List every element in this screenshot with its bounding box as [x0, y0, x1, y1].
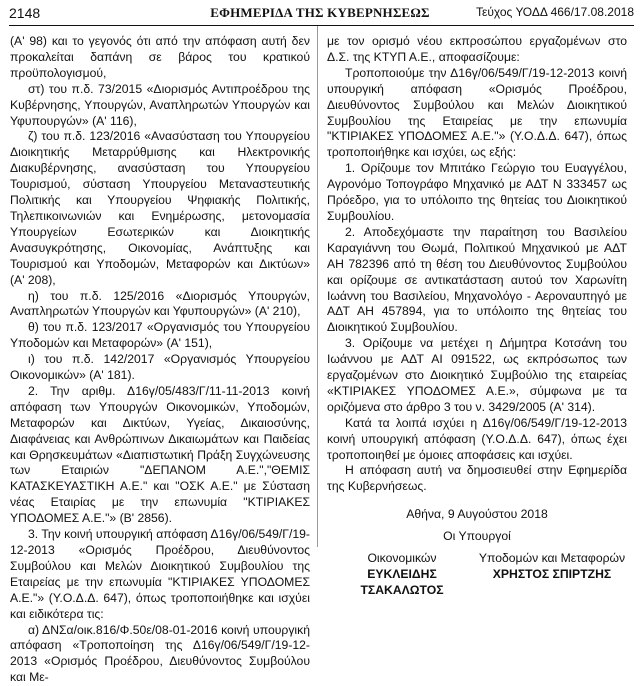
paragraph: θ) του π.δ. 123/2017 «Οργανισμός του Υπουργείου Υποδομών και Μεταφορών» (Α' 151),	[10, 320, 310, 351]
paragraph: με τον ορισμό νέου εκπροσώπου εργαζομένων στο Δ.Σ. της ΚΤΥΠ Α.Ε., αποφασίζουμε:	[327, 34, 627, 64]
ministry-infrastructure: Υποδομών και Μεταφορών	[478, 551, 626, 566]
paragraph: 3. Ορίζουμε να μετέχει η Δήμητρα Κοτσάνη του Ιωάννου με ΑΔΤ ΑΙ 091522, ως εκπρόσωπος των εργαζομένων στο Διοικητικό Συμβούλιο της εταιρείας «ΚΤΙΡΙΑΚΕΣ ΥΠΟΔΟΜΕΣ Α.Ε.», σύμφωνα με τα οριζόμενα στο άρθρο 3 του ν. 3429/2005 (Α' 314).	[327, 336, 627, 414]
right-column	[327, 34, 627, 599]
paragraph: 2. Την αριθμ. Δ16γ/05/483/Γ/11-11-2013 κοινή απόφαση των Υπουργών Οικονομικών, Υποδομών, Μεταφορών και Δικτύων, Υγείας, Δικαιοσύνης, Διαφάνειας και Ανθρώπινων Δικαιωμάτων και Παιδείας και Θρησκευμάτων «Διαπιστωτική Πράξη Συγχώνευσης των Εταιριών "ΔΕΠΑΝΟΜ Α.Ε.","ΘΕΜΙΣ ΚΑΤΑΣΚΕΥΑΣΤΙΚΗ Α.Ε." και "ΟΣΚ Α.Ε." με Σύσταση νέας Εταιρίας με την επωνυμία "ΚΤΙΡΙΑΚΕΣ ΥΠΟΔΟΜΕΣ Α.Ε."» (Β' 2856).	[10, 383, 310, 526]
journal-title: ΕΦΗΜΕΡΙΔΑ TΗΣ ΚΥΒΕΡΝΗΣΕΩΣ	[210, 5, 430, 20]
paragraph: Τροποποιούμε την Δ16γ/06/549/Γ/19-12-2013 κοινή υπουργική απόφαση «Ορισμός Προέδρου, Διευθύνοντος Συμβούλου και Μελών Διοικητικού Συμβουλίου της Εταιρείας με την επωνυμία "ΚΤΙΡΙΑΚΕΣ ΥΠΟΔΟΜΕΣ Α.Ε."» (Υ.Ο.Δ.Δ. 647), όπως τροποποιήθηκε και ισχύει, ως εξής:	[327, 65, 627, 160]
paragraph: 3. Την κοινή υπουργική απόφαση Δ16γ/06/549/Γ/19-12-2013 «Ορισμός Προέδρου, Διευθύνοντος Συμβούλου και Μελών Διοικητικού Συμβουλίου της Εταιρείας με την επωνυμία "ΚΤΙΡΙΑΚΕΣ ΥΠΟΔΟΜΕΣ Α.Ε."» (Υ.Ο.Δ.Δ. 647), όπως τροποποιήθηκε και ισχύει και ειδικότερα τις:	[10, 527, 310, 621]
header-rule	[9, 25, 634, 26]
paragraph: 2. Αποδεχόμαστε την παραίτηση του Βασιλείου Καραγιάννη του Θωμά, Πολιτικού Μηχανικού με ΑΔΤ ΑΗ 782396 από τη θέση του Διευθύνοντος Συμβούλου και ορίζουμε σε αντικατάσταση αυτού τον Χαρωνίτη Ιωάννη του Βασιλείου, Μηχανολόγο - Αεροναυπηγό με ΑΔΤ ΑΗ 457894, για το υπόλοιπο της θητείας του Διοικητικού Συμβουλίου.	[327, 224, 627, 335]
signatory-2: ΧΡΗΣΤΟΣ ΣΠΙΡΤΖΗΣ	[492, 567, 612, 581]
page-number: 2148	[9, 5, 41, 21]
paragraph: (Α' 98) και το γεγονός ότι από την απόφαση αυτή δεν προκαλείται δαπάνη σε βάρος του κρατικού προϋπολογισμού,	[10, 34, 310, 80]
paragraph: α) ΔΝΣα/οικ.816/Φ.50ε/08-01-2016 κοινή υπουργική απόφαση «Τροποποίηση της Δ16γ/06/549/Γ/19-12-2013 «Ορισμός Προέδρου, Διευθύνοντος Συμβούλου και Με-	[10, 622, 310, 685]
paragraph: η) του π.δ. 125/2016 «Διορισμός Υπουργών, Αναπληρωτών Υπουργών και Υφυπουργών» (Α' 210),	[10, 288, 310, 319]
column-divider	[317, 26, 318, 547]
page-header	[0, 0, 640, 26]
paragraph: 1. Ορίζουμε τον Μπιτάκο Γεώργιο του Ευαγγέλου, Αγρονόμο Τοπογράφο Μηχανικό με ΑΔΤ Ν 333457 ως Πρόεδρο, για το υπόλοιπο της θητείας του Διοικητικού Συμβουλίου.	[327, 161, 627, 223]
signature-block	[327, 507, 627, 599]
ministry-finance: Οικονομικών	[367, 551, 437, 566]
left-column	[10, 34, 310, 686]
issue-reference: Τεύχος ΥΟΔΔ 466/17.08.2018	[475, 5, 634, 19]
paragraph: Η απόφαση αυτή να δημοσιευθεί στην Εφημερίδα της Κυβερνήσεως.	[327, 463, 627, 494]
signatory-1: ΕΥΚΛΕΙΔΗΣ ΤΣΑΚΑΛΩΤΟΣ	[360, 567, 444, 597]
paragraph: ζ) του π.δ. 123/2016 «Ανασύσταση του Υπουργείου Διοικητικής Μεταρρύθμισης και Ηλεκτρονικής Διακυβέρνησης, ανασύσταση του Υπουργείου Τουρισμού, σύσταση Υπουργείου Μεταναστευτικής Πολιτικής και Υπουργείου Ψηφιακής Πολιτικής, Τηλεπικοινωνιών και Ενημέρωσης, μετονομασία Υπουργείων Εσωτερικών και Διοικητικής Ανασυγκρότησης, Οικονομίας, Ανάπτυξης και Τουρισμού και Υποδομών, Μεταφορών και Δικτύων» (Α' 208),	[10, 129, 310, 287]
paragraph: Κατά τα λοιπά ισχύει η Δ16γ/06/549/Γ/19-12-2013 κοινή υπουργική απόφαση (Υ.Ο.Δ.Δ. 647), όπως έχει τροποποιηθεί με όμοιες αποφάσεις και ισχύει.	[327, 415, 627, 462]
ministers-title: Οι Υπουργοί	[443, 529, 511, 544]
paragraph: ι) του π.δ. 142/2017 «Οργανισμός Υπουργείου Οικονομικών» (Α' 181).	[10, 352, 310, 383]
place-date: Αθήνα, 9 Αυγούστου 2018	[406, 507, 548, 522]
paragraph: στ) του π.δ. 73/2015 «Διορισμός Αντιπροέδρου της Κυβέρνησης, Υπουργών, Αναπληρωτών Υπουργών και Υφυπουργών» (Α' 116),	[10, 81, 310, 128]
